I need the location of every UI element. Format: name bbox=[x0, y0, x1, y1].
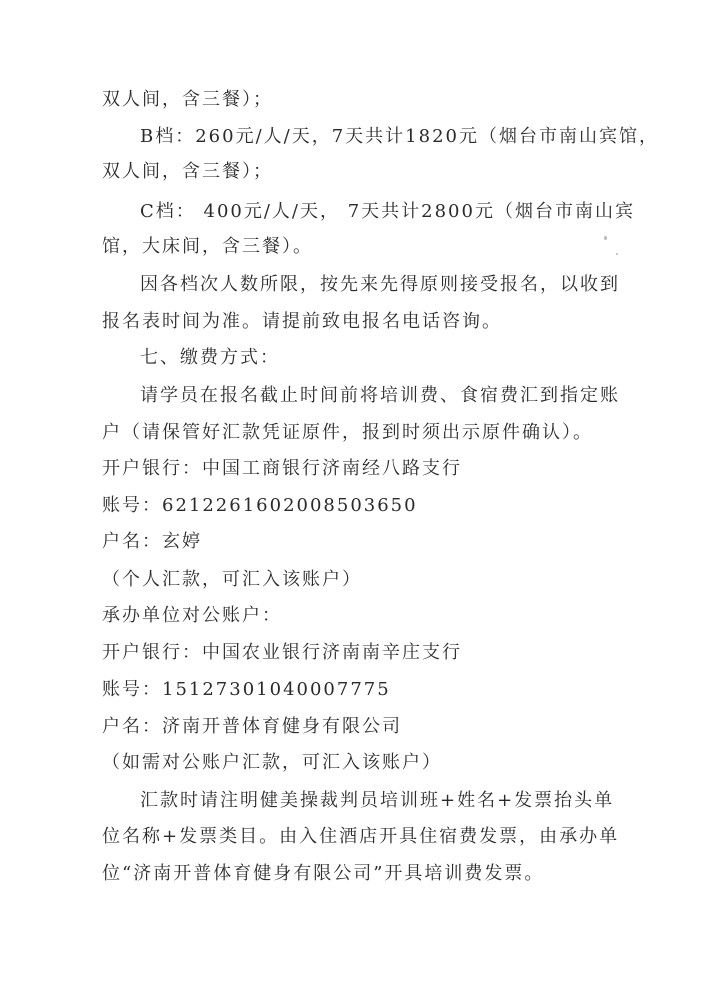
text-line: 位名称+发票类目。由入住酒店开具住宿费发票，由承办单 bbox=[102, 826, 620, 847]
account-holder-line: 户名：济南开普体育健身有限公司 bbox=[102, 716, 402, 737]
text-line: 报名表时间为准。请提前致电报名电话咨询。 bbox=[102, 311, 502, 332]
account-holder-line: 户名：玄婷 bbox=[102, 531, 202, 552]
text-line: 双人间，含三餐）； bbox=[102, 89, 273, 110]
scan-speck bbox=[616, 253, 618, 255]
text-line: 位“济南开普体育健身有限公司”开具培训费发票。 bbox=[102, 863, 545, 884]
text-line: 承办单位对公账户： bbox=[102, 605, 282, 626]
text-line: （个人汇款，可汇入该账户） bbox=[102, 569, 362, 590]
bank-name-line: 开户银行：中国农业银行济南南辛庄支行 bbox=[102, 642, 462, 663]
text-line: C档： 400元/人/天， 7天共计2800元（烟台市南山宾 bbox=[140, 201, 635, 222]
section-heading: 七、缴费方式： bbox=[140, 347, 280, 368]
bank-name-line: 开户银行：中国工商银行济南经八路支行 bbox=[102, 458, 462, 479]
text-line: B档：260元/人/天，7天共计1820元（烟台市南山宾馆， bbox=[140, 126, 659, 147]
text-line: 户（请保管好汇款凭证原件，报到时须出示原件确认）。 bbox=[102, 422, 593, 443]
account-number-line: 账号：6212261602008503650 bbox=[102, 495, 418, 516]
text-line: 请学员在报名截止时间前将培训费、食宿费汇到指定账 bbox=[140, 385, 620, 406]
text-line: 双人间，含三餐）； bbox=[102, 161, 273, 182]
text-line: 馆，大床间，含三餐）。 bbox=[102, 236, 313, 257]
text-line: 汇款时请注明健美操裁判员培训班+姓名+发票抬头单 bbox=[140, 790, 615, 811]
text-line: 因各档次人数所限，按先来先得原则接受报名，以收到 bbox=[140, 274, 620, 295]
text-line: （如需对公账户汇款，可汇入该账户） bbox=[102, 752, 442, 773]
scan-speck bbox=[604, 236, 607, 240]
account-number-line: 账号：15127301040007775 bbox=[102, 679, 391, 700]
